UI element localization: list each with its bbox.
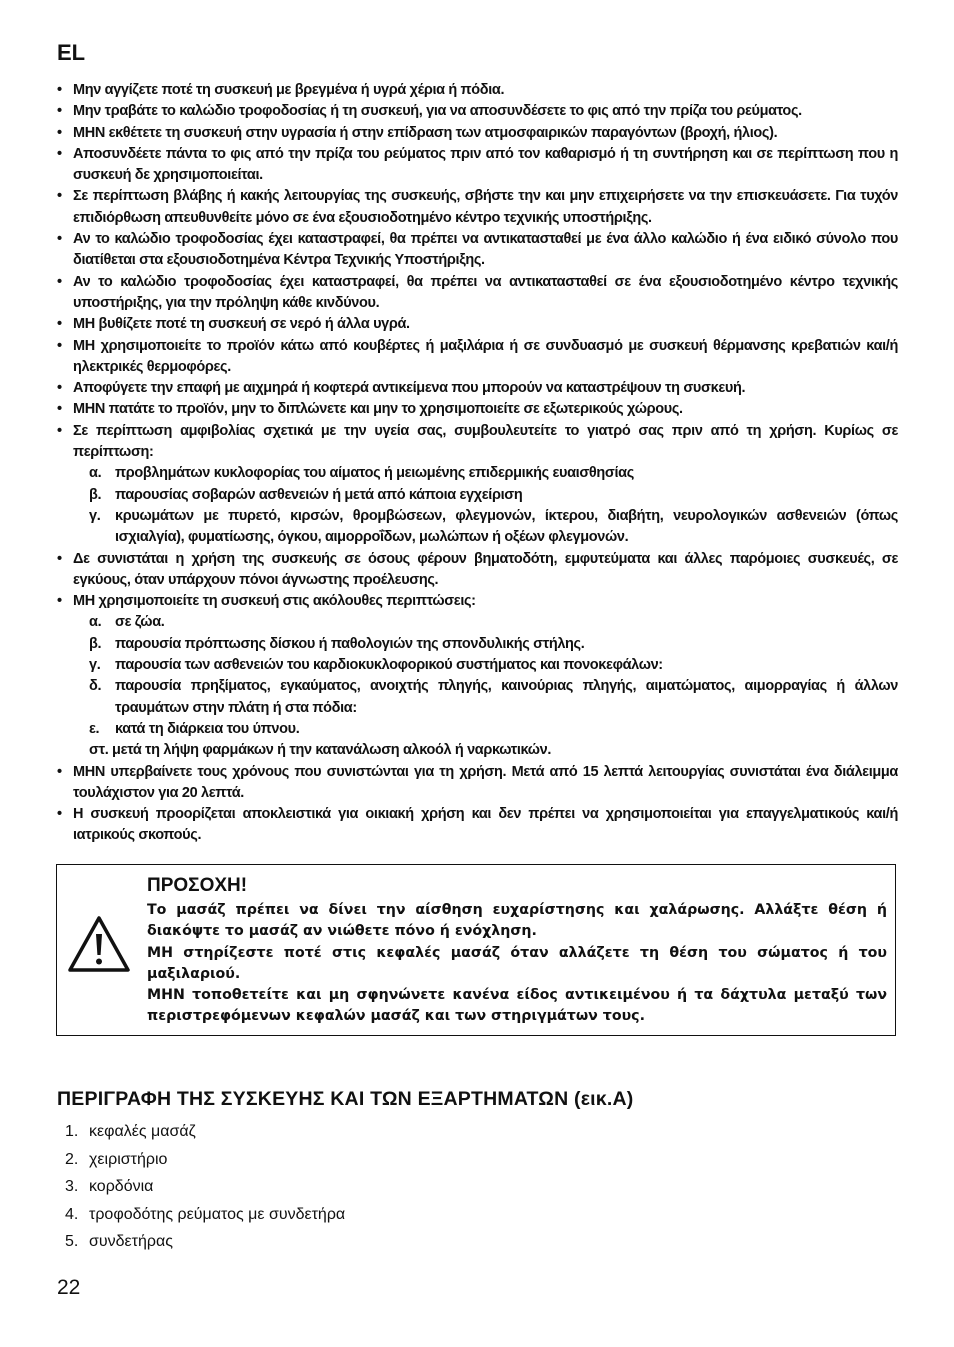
list-item xyxy=(57,144,898,187)
part-number: 3. xyxy=(65,1178,79,1195)
rule-text: Αποφύγετε την επαφή με αιχμηρά ή κοφτερά αντικείμενα που μπορούν να καταστρέψουν τη συσκευή. xyxy=(73,380,746,397)
rule-text: Σε περίπτωση αμφιβολίας σχετικά με την υγεία σας, συμβουλευτείτε το γιατρό σας πριν από τη χρήση. Κυρίως σε περίπτωση: xyxy=(73,422,898,461)
sub-item-text: προβλημάτων κυκλοφορίας του αίματος ή μειωμένης επιδερμικής ευαισθησίας xyxy=(115,465,634,482)
list-item xyxy=(57,80,898,101)
rule-text: Μην αγγίζετε ποτέ τη συσκευή με βρεγμένα ή υγρά χέρια ή πόδια. xyxy=(73,82,505,98)
list-item xyxy=(57,186,898,229)
part-number: 2. xyxy=(65,1150,79,1168)
sub-list-item xyxy=(57,676,898,719)
rule-text: Αν το καλώδιο τροφοδοσίας έχει καταστραφεί, θα πρέπει να αντικατασταθεί σε ένα εξουσιοδοτημένο κέντρο τεχνικής υποστήριξης, για την πρόληψη κάθε κινδύνου. xyxy=(73,273,898,311)
safety-rules-list xyxy=(57,80,898,847)
sub-item-mark: ε. xyxy=(89,720,100,737)
sub-item-mark: δ. xyxy=(89,678,102,695)
sub-item-mark: γ. xyxy=(89,507,101,524)
sub-item-mark: γ. xyxy=(89,657,101,674)
list-item xyxy=(57,591,898,612)
list-item xyxy=(65,1201,345,1229)
warning-title: ΠΡΟΣΟΧΗ! xyxy=(147,875,248,896)
sub-item-text: παρουσία των ασθενειών του καρδιοκυκλοφορικού συστήματος και πονοκεφάλων: xyxy=(115,657,663,674)
warning-triangle-icon xyxy=(67,915,131,973)
language-code: EL xyxy=(57,40,86,65)
sub-item-mark: α. xyxy=(89,614,102,631)
list-item xyxy=(57,421,898,464)
list-item xyxy=(57,399,898,420)
warning-paragraph: ΜΗΝ τοποθετείτε και μη σφηνώνετε κανένα είδος αντικειμένου ή τα δάχτυλα μεταξύ των περιστρεφόμενων κεφαλών μασάζ και των στηριγμάτων τους. xyxy=(147,987,887,1025)
list-item xyxy=(57,378,898,399)
part-label: κεφαλές μασάζ xyxy=(89,1123,196,1140)
page-number: 22 xyxy=(57,1276,81,1299)
sub-item-mark: α. xyxy=(89,465,102,482)
sub-list-item xyxy=(57,506,898,549)
warning-box xyxy=(56,864,896,1036)
warning-text xyxy=(147,900,887,1028)
list-item xyxy=(65,1173,345,1201)
warning-paragraph: Το μασάζ πρέπει να δίνει την αίσθηση ευχαρίστησης και χαλάρωσης. Αλλάξτε θέση ή διακόψτε το μασάζ αν νιώθετε πόνο ή ενόχληση. xyxy=(147,902,887,940)
sub-list-item xyxy=(57,634,898,655)
part-label: τροφοδότης ρεύματος με συνδετήρα xyxy=(89,1205,346,1223)
rule-text: ΜΗ χρησιμοποιείτε τη συσκευή στις ακόλουθες περιπτώσεις: xyxy=(73,593,476,610)
rule-text: Αποσυνδέετε πάντα το φις από την πρίζα του ρεύματος πριν από τον καθαρισμό ή τη συντήρηση και σε περίπτωση που η συσκευή δε χρησιμοποιείται. xyxy=(73,145,898,184)
sub-list-item xyxy=(57,655,898,676)
sub-item-mark: β. xyxy=(89,486,102,503)
list-item xyxy=(57,272,898,315)
list-item xyxy=(57,101,898,122)
warning-paragraph: ΜΗ στηρίζεστε ποτέ στις κεφαλές μασάζ όταν αλλάζετε τη θέση του σώματος ή του μαξιλαριού. xyxy=(147,944,887,982)
parts-list xyxy=(65,1118,345,1256)
rule-text: Μην τραβάτε το καλώδιο τροφοδοσίας ή τη συσκευή, για να αποσυνδέσετε το φις από την πρίζα του ρεύματος. xyxy=(73,103,802,120)
part-number: 5. xyxy=(65,1233,79,1250)
list-item xyxy=(65,1146,345,1174)
sub-list-item xyxy=(57,719,898,740)
rule-text: Η συσκευή προορίζεται αποκλειστικά για οικιακή χρήση και δεν πρέπει να χρησιμοποιείται για επαγγελματικούς και/ή ιατρικούς σκοπούς. xyxy=(73,806,898,844)
list-item xyxy=(57,549,898,592)
sub-item-text: παρουσία πρηξίματος, εγκαύματος, ανοιχτής πληγής, καινούριας πληγής, αιματώματος, αιμορραγίας ή άλλων τραυμάτων στην πλάτη ή στα πόδια: xyxy=(115,678,898,716)
list-item xyxy=(65,1228,345,1256)
list-item xyxy=(57,314,898,335)
part-label: χειριστήριο xyxy=(89,1150,168,1168)
rule-text: Δε συνιστάται η χρήση της συσκευής σε όσους φέρουν βηματοδότη, εμφυτεύματα και άλλες παρόμοιες συσκευές, σε εγκύους, όταν υπάρχουν πόνοι άγνωστης προέλευσης. xyxy=(73,550,898,588)
sub-list-item xyxy=(57,485,898,506)
sub-list-item xyxy=(57,740,898,761)
part-number: 1. xyxy=(65,1123,79,1140)
rule-text: Σε περίπτωση βλάβης ή κακής λειτουργίας της συσκευής, σβήστε την και μην επιχειρήσετε να την επισκευάσετε. Για τυχόν επιδιόρθωση απευθυνθείτε μόνο σε ένα εξουσιοδοτημένο κέντρο τεχνικής υποστήριξης. xyxy=(73,188,898,226)
part-label: κορδόνια xyxy=(89,1178,154,1195)
rule-text: ΜΗΝ υπερβαίνετε τους χρόνους που συνιστώνται για τη χρήση. Μετά από 15 λεπτά λειτουργίας συνιστάται ένα διάλειμμα τουλάχιστον για 20 λεπτά. xyxy=(73,763,898,801)
sub-item-text: στ. μετά τη λήψη φαρμάκων ή την κατανάλωση αλκοόλ ή ναρκωτικών. xyxy=(89,742,552,759)
list-item xyxy=(57,804,898,847)
sub-item-text: παρουσίας σοβαρών ασθενειών ή μετά από κάποια εγχείριση xyxy=(115,486,523,503)
rule-text: ΜΗΝ πατάτε το προϊόν, μην το διπλώνετε και μην το χρησιμοποιείτε σε εξωτερικούς χώρους. xyxy=(73,401,683,418)
sub-item-text: παρουσία πρόπτωσης δίσκου ή παθολογιών της σπονδυλικής στήλης. xyxy=(115,635,585,652)
rule-text: Αν το καλώδιο τροφοδοσίας έχει καταστραφεί, θα πρέπει να αντικατασταθεί με ένα άλλο καλώδιο ή ένα ειδικό σύνολο που διατίθεται στα εξουσιοδοτημένα Κέντρα Τεχνικής Υποστήριξης. xyxy=(73,231,898,269)
list-item xyxy=(57,336,898,379)
section-title: ΠΕΡΙΓΡΑΦΗ ΤΗΣ ΣΥΣΚΕΥΗΣ ΚΑΙ ΤΩΝ ΕΞΑΡΤΗΜΑΤΩΝ (εικ.A) xyxy=(57,1088,634,1110)
sub-item-mark: β. xyxy=(89,635,102,652)
sub-item-text: σε ζώα. xyxy=(115,614,165,631)
sub-item-text: κατά τη διάρκεια του ύπνου. xyxy=(115,720,300,737)
list-item xyxy=(57,229,898,272)
rule-text: ΜΗΝ εκθέτετε τη συσκευή στην υγρασία ή στην επίδραση των ατμοσφαιρικών παραγόντων (βροχή, ήλιος). xyxy=(73,124,778,141)
part-number: 4. xyxy=(65,1205,79,1223)
rule-text: ΜΗ χρησιμοποιείτε το προϊόν κάτω από κουβέρτες ή μαξιλάρια ή σε συνδυασμό με συσκευή θέρμανσης κρεβατιών και/ή ηλεκτρικές θερμοφόρες. xyxy=(73,337,898,375)
list-item xyxy=(57,123,898,144)
sub-list-item xyxy=(57,612,898,633)
list-item xyxy=(57,762,898,805)
rule-text: ΜΗ βυθίζετε ποτέ τη συσκευή σε νερό ή άλλα υγρά. xyxy=(73,316,410,333)
sub-list-item xyxy=(57,463,898,484)
list-item xyxy=(65,1118,345,1146)
part-label: συνδετήρας xyxy=(89,1233,173,1250)
sub-item-text: κρυωμάτων με πυρετό, κιρσών, θρομβώσεων, φλεγμονών, ίκτερου, διαβήτη, νευρολογικών ασθενειών (όπως ισχιαλγία), φυματίωσης, όγκου, αιμορροΐδων, μωλώπων ή οξέων φλεγμονών. xyxy=(115,507,898,546)
